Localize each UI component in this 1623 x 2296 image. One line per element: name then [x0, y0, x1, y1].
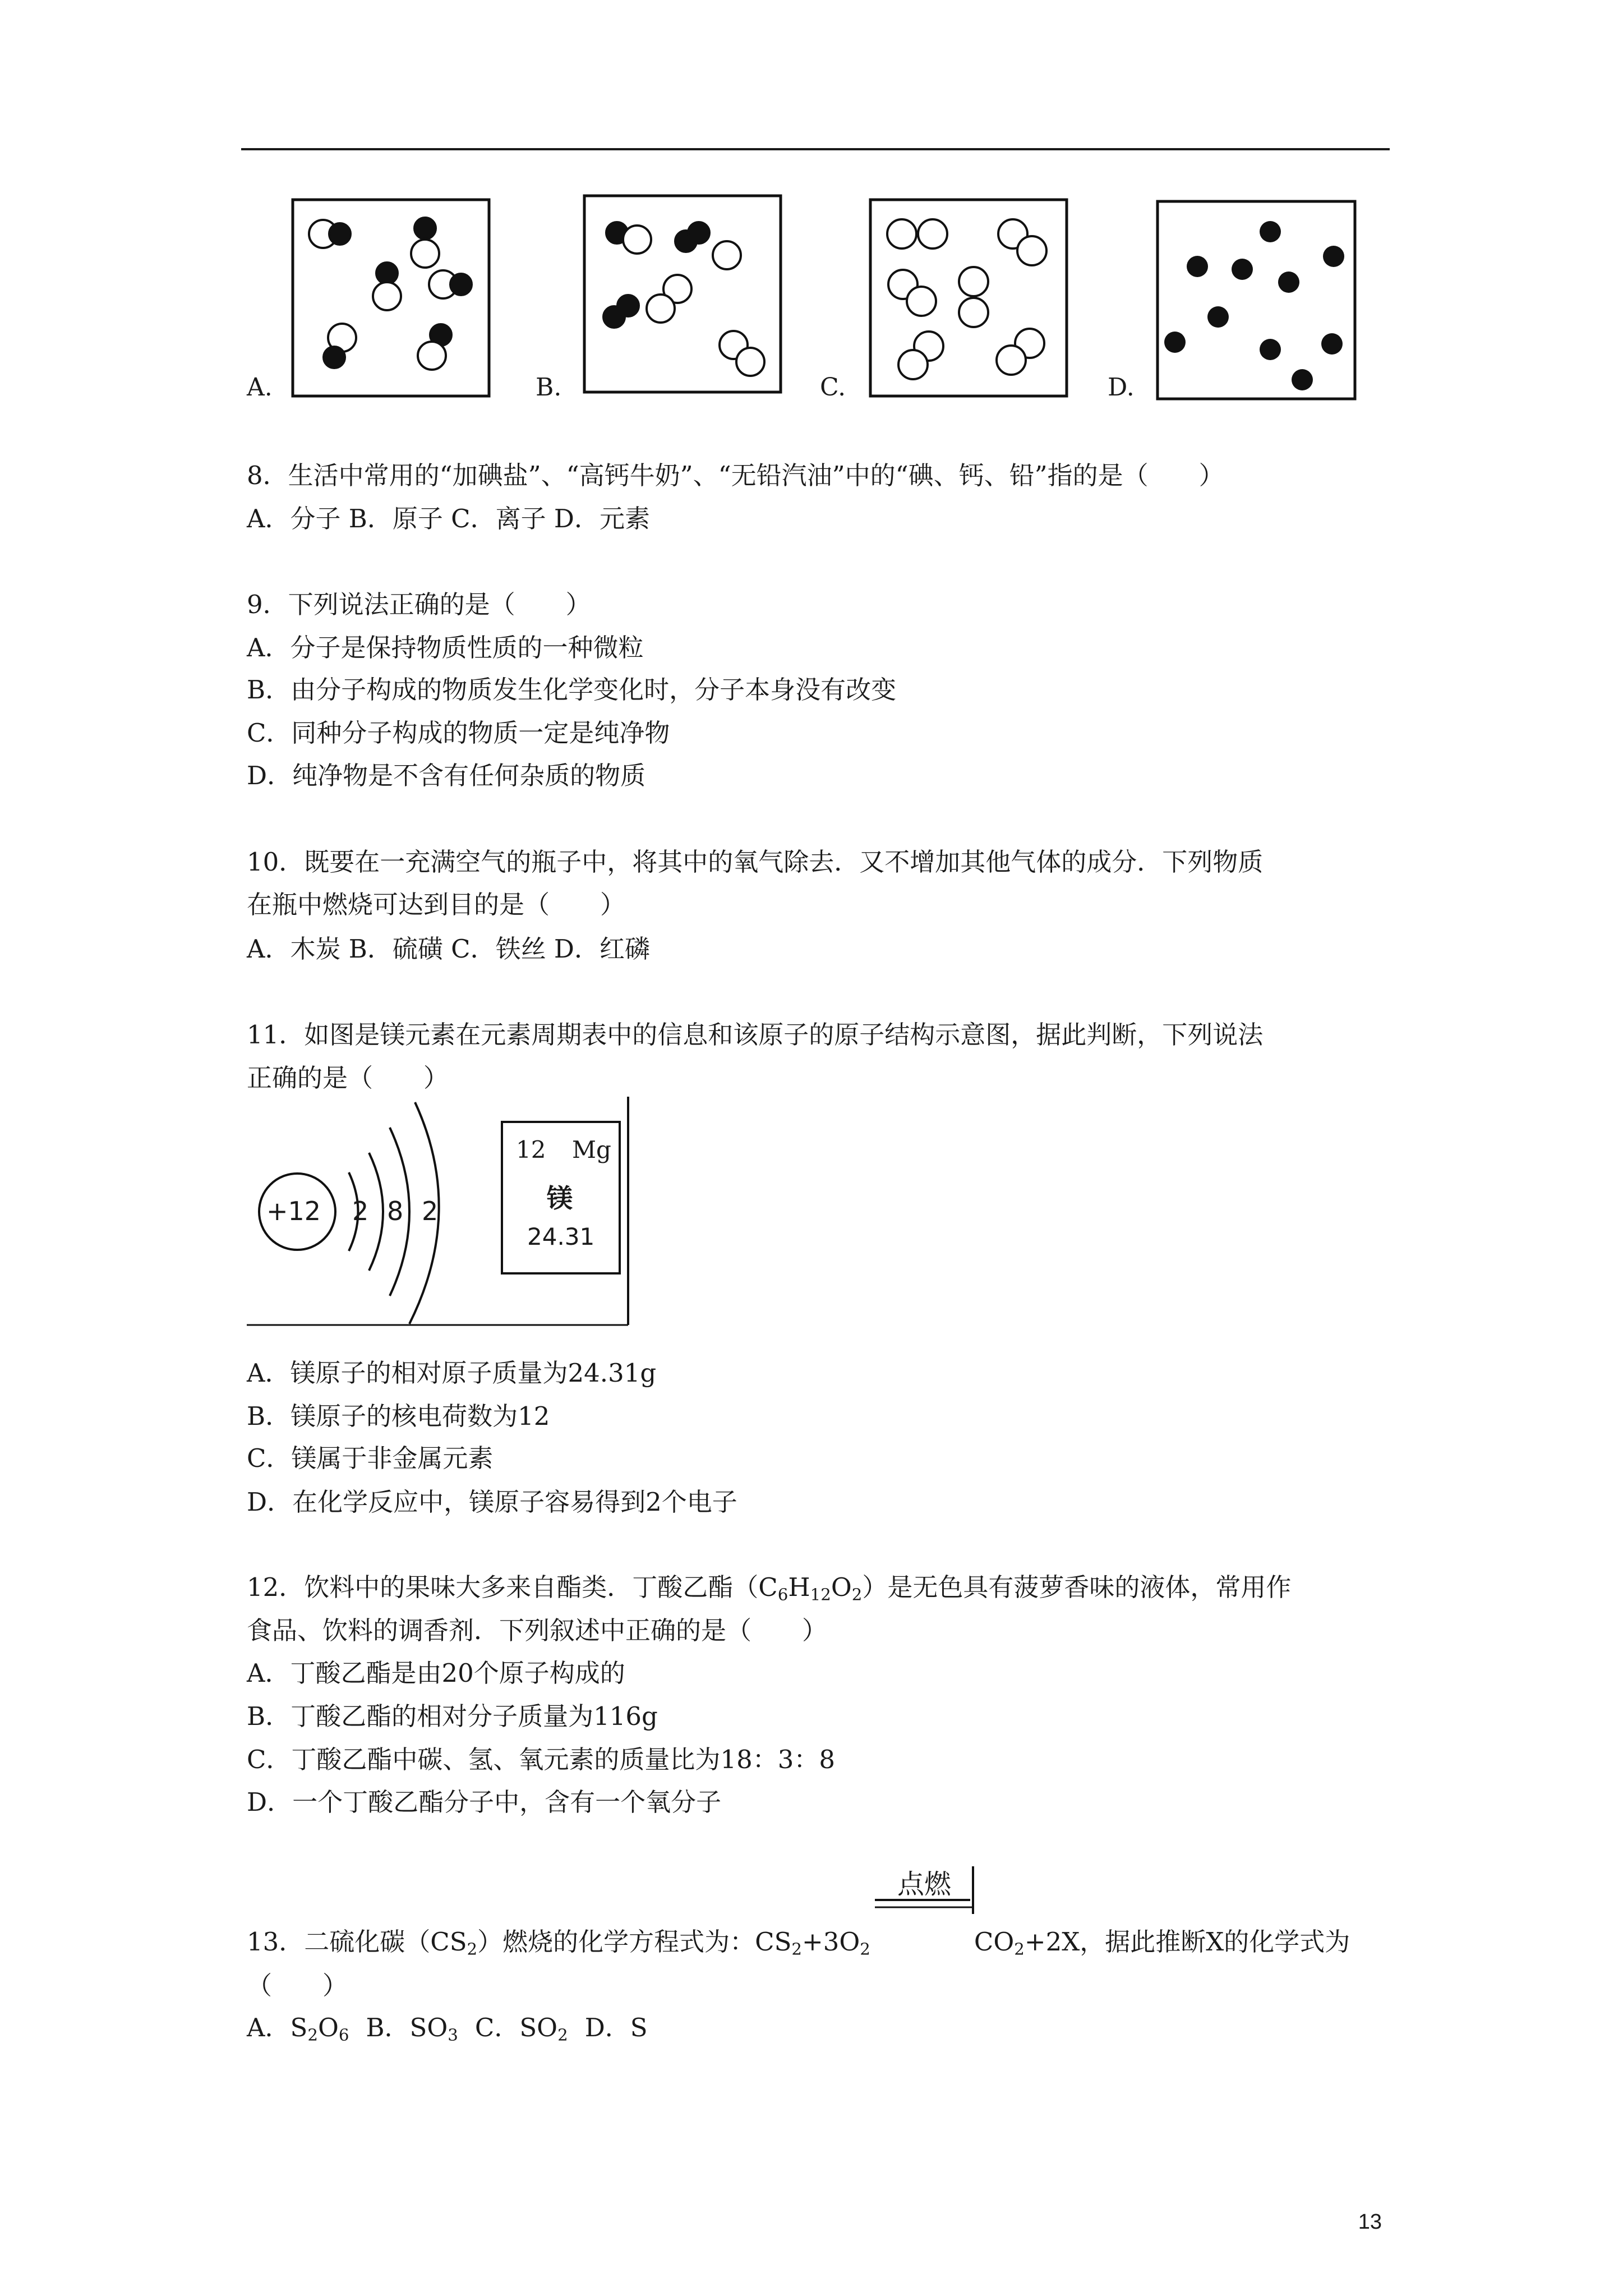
q12-sub-c: 6: [777, 1585, 789, 1604]
q10-stem-line1: 10．既要在一充满空气的瓶子中，将其中的氧气除去．又不增加其他气体的成分．下列物质: [247, 847, 1264, 877]
nucleus-charge: +12: [266, 1196, 321, 1226]
q11-option-a: A．镁原子的相对原子质量为24.31g: [247, 1358, 657, 1388]
element-atomic-number: 12: [516, 1136, 546, 1163]
q13-opt-c: C．SO: [474, 2013, 558, 2042]
q9-option-b: B．由分子构成的物质发生化学变化时，分子本身没有改变: [247, 675, 897, 705]
q7-option-a-diagram: [291, 197, 492, 399]
q12-sub-o: 2: [851, 1585, 863, 1604]
shell-1-electrons: 2: [352, 1196, 369, 1226]
element-name: 镁: [547, 1183, 573, 1213]
element-atomic-mass: 24.31: [527, 1223, 595, 1250]
q12-stem-line2: 食品、饮料的调香剂．下列叙述中正确的是（ ）: [247, 1616, 828, 1645]
q13-opt-b: B．SO: [366, 2013, 448, 2042]
q10-options: A．木炭 B．硫磺 C．铁丝 D．红磷: [247, 934, 650, 964]
q11-stem-line1: 11．如图是镁元素在元素周期表中的信息和该原子的原子结构示意图，据此判断，下列说法: [247, 1020, 1264, 1050]
q11-stem-line2: 正确的是（ ）: [247, 1063, 449, 1093]
q11-atom-diagram: [247, 1094, 651, 1329]
q13-sub-3: 2: [860, 1939, 870, 1959]
shell-3-electrons: 2: [422, 1196, 439, 1226]
reaction-condition-label: 点燃: [897, 1869, 952, 1900]
q7-option-d-letter: D.: [1108, 373, 1135, 402]
q13-opt-a-sub2: 6: [338, 2025, 349, 2045]
q13-opt-c-sub: 2: [557, 2025, 568, 2045]
q13-opt-d: D．S: [584, 2013, 648, 2042]
q7-option-c-diagram: [868, 197, 1070, 399]
q13-stem-line2: （ ）: [247, 1971, 348, 2000]
q12-text-a: 12．饮料中的果味大多来自酯类．丁酸乙酯（C: [247, 1572, 778, 1602]
q7-option-c-letter: C.: [820, 373, 846, 402]
q13-opt-a-mid: O: [317, 2013, 339, 2042]
q12-text-b: H: [788, 1572, 810, 1602]
q9-option-c: C．同种分子构成的物质一定是纯净物: [247, 718, 670, 748]
q12-option-d: D．一个丁酸乙酯分子中，含有一个氧分子: [247, 1787, 722, 1817]
q7-option-d-diagram: [1155, 199, 1358, 402]
q13-options: [247, 2011, 648, 2045]
q8-stem: 8．生活中常用的“加碘盐”、“高钙牛奶”、“无铅汽油”中的“碘、钙、铅”指的是（ ）: [247, 461, 1224, 490]
q13-sub-2: 2: [791, 1939, 803, 1959]
q11-option-d: D．在化学反应中，镁原子容易得到2个电子: [247, 1487, 737, 1517]
q12-stem-line1: [247, 1571, 1291, 1604]
page-number: 13: [1358, 2210, 1382, 2234]
q12-text-d: ）是无色具有菠萝香味的液体，常用作: [862, 1572, 1292, 1602]
q11-option-c: C．镁属于非金属元素: [247, 1443, 494, 1473]
q9-stem: 9．下列说法正确的是（ ）: [247, 590, 591, 619]
q9-option-a: A．分子是保持物质性质的一种微粒: [247, 633, 644, 662]
q13-opt-a: A．S: [247, 2013, 308, 2042]
q12-sub-h: 12: [810, 1585, 831, 1604]
q13-text-c: +3O: [802, 1927, 860, 1957]
q7-option-b-letter: B.: [536, 373, 562, 402]
q13-opt-b-sub: 3: [448, 2025, 458, 2045]
header-rule: [241, 148, 1390, 150]
q12-text-c: O: [831, 1572, 852, 1602]
q12-option-c: C．丁酸乙酯中碳、氢、氧元素的质量比为18：3：8: [247, 1745, 835, 1774]
q13-stem-line1: [247, 1925, 1350, 1959]
q8-options: A．分子 B．原子 C．离子 D．元素: [247, 504, 650, 533]
q13-sub-1: 2: [467, 1939, 478, 1959]
q13-text-e: +2X，据此推断X的化学式为: [1024, 1927, 1350, 1957]
q13-opt-a-sub1: 2: [307, 2025, 318, 2045]
element-symbol: Mg: [572, 1136, 611, 1163]
q12-option-b: B．丁酸乙酯的相对分子质量为116g: [247, 1701, 658, 1731]
shell-2-electrons: 8: [387, 1196, 404, 1226]
q10-stem-line2: 在瓶中燃烧可达到目的是（ ）: [247, 890, 626, 919]
q7-option-a-letter: A.: [247, 373, 273, 402]
q11-option-b: B．镁原子的核电荷数为12: [247, 1401, 550, 1431]
q13-sub-4: 2: [1014, 1939, 1025, 1959]
q13-text-d: CO: [974, 1927, 1015, 1957]
q12-option-a: A．丁酸乙酯是由20个原子构成的: [247, 1658, 625, 1688]
q9-option-d: D．纯净物是不含有任何杂质的物质: [247, 761, 646, 790]
q7-option-b-diagram: [582, 194, 784, 395]
q13-text-a: 13．二硫化碳（CS: [247, 1927, 467, 1957]
q13-text-b: ）燃烧的化学方程式为：CS: [477, 1927, 792, 1957]
